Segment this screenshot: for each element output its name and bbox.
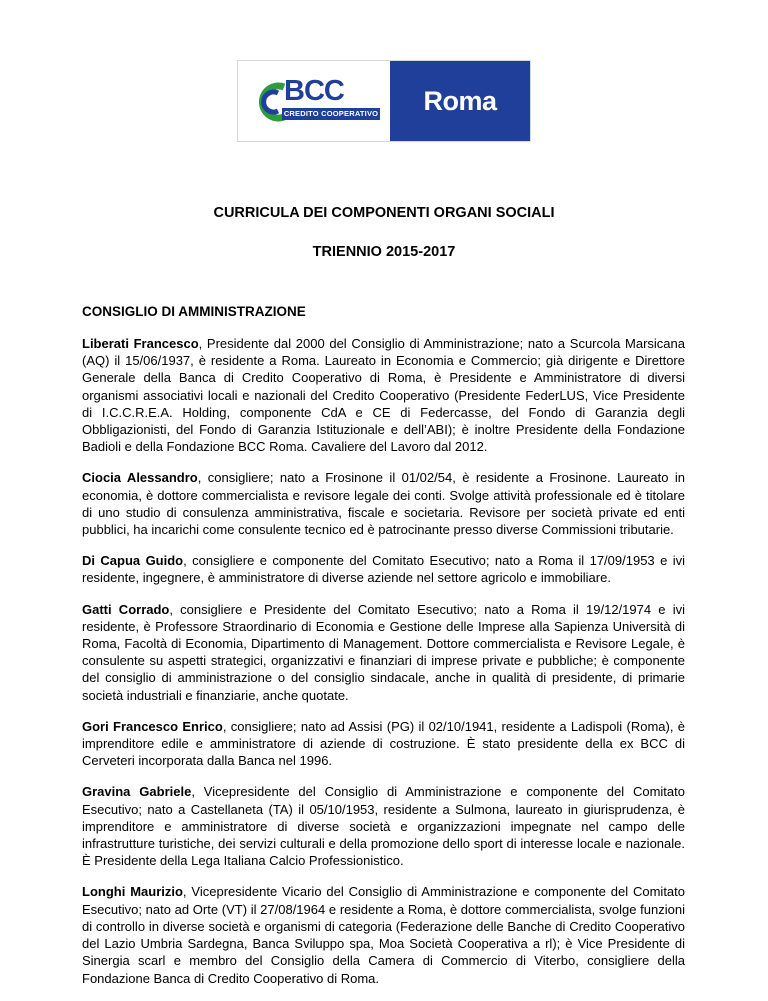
member-bio: , Vicepresidente Vicario del Consiglio di Amministrazione e componente del Comitato Esecutivo; nato ad Orte (VT) il 27/08/1964 e residente a Roma, è dottore commercialista, svolge funzioni di controllo in diverse società e organismi di categoria (Federazione delle Banche di Credito Cooperativo del Lazio Umbria Sardegna, Banca Sviluppo spa, Moa Società Cooperativa a rl); è Vice Presidente di Sinergia scarl e membro del Consiglio della Camera di Commercio di Viterbo, consigliere della Fondazione Banca di Credito Cooperativo di Roma.	[82, 884, 685, 986]
member-name: Ciocia Alessandro	[82, 470, 198, 486]
member-entry	[82, 783, 685, 869]
member-name: Di Capua Guido	[82, 553, 184, 569]
member-entry	[82, 601, 685, 704]
section-title: CONSIGLIO DI AMMINISTRAZIONE	[82, 304, 306, 319]
logo-subtitle: CREDITO COOPERATIVO	[283, 109, 379, 118]
member-entry	[82, 718, 685, 770]
logo-city-text: Roma	[423, 85, 497, 116]
member-name: Gori Francesco Enrico	[82, 718, 223, 734]
member-bio: , consigliere e componente del Comitato Esecutivo; nato a Roma il 17/09/1953 e ivi residente, ingegnere, è amministratore di diverse aziende nel settore agricolo e immobiliare.	[82, 553, 686, 586]
member-name: Gatti Corrado	[82, 601, 170, 617]
logo-brand-text: BCC	[284, 75, 344, 107]
member-entry	[82, 552, 685, 586]
member-bio: , Vicepresidente del Consiglio di Amministrazione e componente del Comitato Esecutivo; nato a Castellaneta (TA) il 05/10/1953, residente a Sulmona, laureato in giurisprudenza, è imprenditore e amministratore di diverse società e organizzazioni impegnate nel campo delle infrastrutture turistiche, dei servizi culturali e della promozione dello sport di interesse locale e nazionale. È Presidente della Lega Italiana Calcio Professionistico.	[82, 784, 685, 869]
member-bio: , consigliere e Presidente del Comitato Esecutivo; nato a Roma il 19/12/1974 e ivi residente, è Professore Straordinario di Economia e Gestione delle Imprese alla Sapienza Università di Roma, Facoltà di Economia, Dipartimento di Management. Dottore commercialista e Revisore Legale, è consulente su aspetti strategici, organizzativi e finanziari di imprese private e pubbliche; è componente del consiglio di amministrazione o del consiglio sindacale, anche in qualità di presidente, di primarie società industriali e finanziarie, anche quotate.	[82, 601, 685, 703]
document-title: CURRICULA DEI COMPONENTI ORGANI SOCIALI	[213, 205, 555, 221]
logo-city-panel	[390, 61, 530, 141]
member-bio: , Presidente dal 2000 del Consiglio di Amministrazione; nato a Scurcola Marsicana (AQ) il 15/06/1937, è residente a Roma. Laureato in Economia e Commercio; già dirigente e Direttore Generale della Banca di Credito Cooperativo di Roma, è Presidente e Amministratore di diversi organismi associativi locali e nazionali del Credito Cooperativo (Presidente FederLUS, Vice Presidente di I.C.C.R.E.A. Holding, componente CdA e CE di Federcasse, del Fondo di Garanzia degli Obbligazionisti, del Fondo di Garanzia Istituzionale e dell’ABI); è inoltre Presidente della Fondazione Badioli e della Fondazione BCC Roma. Cavaliere del Lavoro dal 2012.	[82, 336, 685, 455]
member-entry	[82, 469, 685, 538]
member-entry	[82, 335, 685, 455]
member-bio: , consigliere; nato a Frosinone il 01/02/54, è residente a Frosinone. Laureato in economia, è dottore commercialista e revisore legale dei conti. Svolge attività professionale ed è titolare di uno studio di consulenza amministrativa, fiscale e societaria. Revisore per società private ed enti pubblici, ha incarichi come consulente tecnico ed è patrocinante presso diverse Commissioni tributarie.	[82, 470, 685, 538]
bcc-roma-logo	[237, 60, 531, 142]
member-name: Gravina Gabriele	[82, 784, 192, 800]
member-entry	[82, 883, 685, 986]
member-name: Longhi Maurizio	[82, 884, 183, 900]
members-list	[82, 335, 685, 1001]
document-subtitle: TRIENNIO 2015-2017	[312, 244, 456, 260]
member-name: Liberati Francesco	[82, 336, 199, 351]
logo-brand-panel	[238, 61, 390, 141]
member-bio: , consigliere; nato ad Assisi (PG) il 02/10/1941, residente a Ladispoli (Roma), è imprenditore edile e amministratore di aziende di costruzione. È stato presidente della ex BCC di Cerveteri incorporata dalla Banca nel 1996.	[82, 718, 685, 769]
